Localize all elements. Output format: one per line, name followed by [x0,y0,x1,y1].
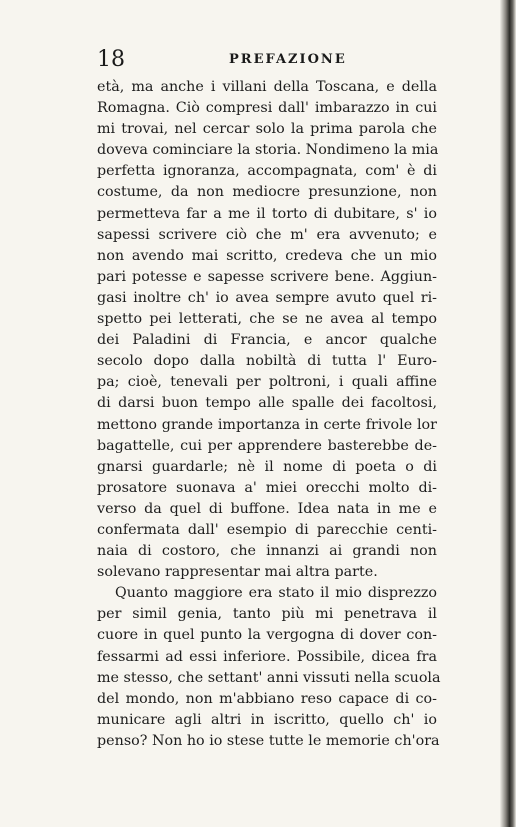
text-line: cuore in quel punto la vergogna di dover con- [97,627,437,644]
body-text [97,77,441,752]
text-line: mettono grande importanza in certe frivole lor [97,416,437,433]
text-line: di darsi buon tempo alle spalle dei facoltosi, [97,395,437,412]
text-line: mi trovai, nel cercar solo la prima parola che [97,121,437,138]
text-line: del mondo, non m'abbiano reso capace di co- [97,690,437,707]
text-line: naia di costoro, che innanzi ai grandi non [97,543,437,560]
text-line: bagattelle, cui per apprendere basterebbe de- [97,437,437,454]
text-line: prosatore suonava a' miei orecchi molto di- [97,479,437,496]
text-line: Quanto maggiore era stato il mio disprezzo [115,585,437,602]
text-line: solevano rappresentar mai altra parte. [97,564,378,581]
text-line: verso da quel di buffone. Idea nata in me e [97,500,437,517]
text-line: fessarmi ad essi inferiore. Possibile, dicea fra [97,648,437,665]
text-line: spetto pei letterati, che se ne avea al tempo [97,311,437,328]
text-line: secolo dopo dalla nobiltà di tutta l' Euro- [97,353,437,370]
text-line: costume, da non mediocre presunzione, non [97,184,437,201]
text-line: gnarsi guardarle; nè il nome di poeta o di [97,458,437,475]
text-line: me stesso, che settant' anni vissuti nella scuola [97,669,441,686]
text-line: penso? Non ho io stese tutte le memorie ch'ora [97,732,440,749]
page-header [97,48,437,72]
text-line: permetteva far a me il torto di dubitare, s' io [97,205,437,222]
text-line: dei Paladini di Francia, e ancor qualche [97,332,437,349]
paragraph-1 [97,77,437,583]
text-line: Romagna. Ciò compresi dall' imbarazzo in cui [97,100,437,117]
text-line: non avendo mai scritto, credeva che un mio [97,247,437,264]
running-head: PREFAZIONE [229,52,347,67]
text-line: doveva cominciare la storia. Nondimeno la mia [97,142,439,159]
paragraph-2 [97,583,441,752]
text-line: età, ma anche i villani della Toscana, e della [97,79,437,95]
page-number: 18 [97,47,125,72]
text-line: confermata dall' esempio di parecchie centi- [97,521,437,538]
page-binding-shadow [500,0,516,827]
text-line: pa; cioè, tenevali per poltroni, i quali affine [97,374,437,391]
text-line: perfetta ignoranza, accompagnata, com' è di [97,163,437,180]
text-line: per simil genia, tanto più mi penetrava il [97,606,437,623]
text-line: pari potesse e sapesse scrivere bene. Aggiun- [97,268,437,285]
text-line: sapessi scrivere ciò che m' era avvenuto; e [97,226,437,243]
text-line: municare agli altri in iscritto, quello ch' io [97,711,437,728]
text-line: gasi inoltre ch' io avea sempre avuto quel ri- [97,289,437,306]
